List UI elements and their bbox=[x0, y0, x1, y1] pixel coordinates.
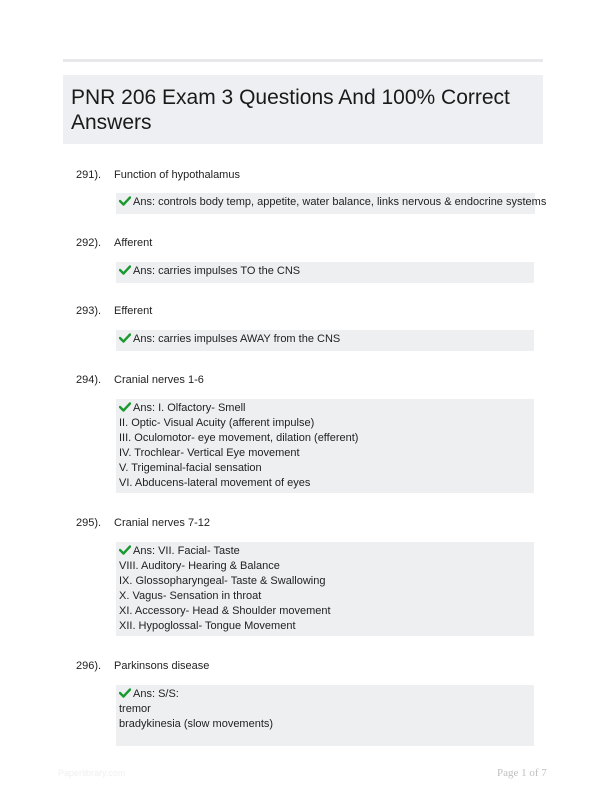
check-icon bbox=[119, 402, 131, 412]
answer-line: IX. Glossopharyngeal- Taste & Swallowing bbox=[119, 575, 326, 587]
answer-line: Ans: S/S: bbox=[119, 687, 530, 702]
answer-line: bradykinesia (slow movements) bbox=[119, 718, 274, 730]
title-box bbox=[63, 75, 543, 144]
answer-line: VI. Abducens-lateral movement of eyes bbox=[119, 477, 311, 489]
footer-watermark: Paperlibrary.com bbox=[58, 768, 126, 778]
question-text: Cranial nerves 1-6 bbox=[114, 374, 204, 386]
answer-box-292 bbox=[116, 262, 534, 283]
answer-line: X. Vagus- Sensation in throat bbox=[119, 590, 262, 602]
question-text: Parkinsons disease bbox=[114, 660, 210, 672]
check-icon bbox=[119, 333, 131, 343]
question-text: Efferent bbox=[114, 305, 153, 317]
check-icon bbox=[119, 688, 131, 698]
answer-line: XI. Accessory- Head & Shoulder movement bbox=[119, 605, 331, 617]
answer-line: Ans: VII. Facial- Taste bbox=[119, 544, 530, 559]
question-number: 295). bbox=[76, 517, 102, 529]
question-number: 294). bbox=[76, 374, 102, 386]
question-text: Afferent bbox=[114, 237, 153, 249]
page-indicator: Page 1 of 7 bbox=[497, 767, 547, 779]
page-title: PNR 206 Exam 3 Questions And 100% Correct Answers bbox=[71, 86, 510, 134]
answer-line: III. Oculomotor- eye movement, dilation (efferent) bbox=[119, 432, 359, 444]
answer-line: XII. Hypoglossal- Tongue Movement bbox=[119, 620, 296, 632]
question-number: 293). bbox=[76, 305, 102, 317]
answer-line: Ans: carries impulses TO the CNS bbox=[119, 264, 530, 279]
answer-box-295 bbox=[116, 542, 534, 636]
question-number: 291). bbox=[76, 169, 102, 181]
question-text: Cranial nerves 7-12 bbox=[114, 517, 210, 529]
top-rule bbox=[63, 59, 543, 62]
answer-line: Ans: I. Olfactory- Smell bbox=[119, 401, 530, 416]
question-number: 296). bbox=[76, 660, 102, 672]
question-number: 292). bbox=[76, 237, 102, 249]
answer-box-294 bbox=[116, 399, 534, 493]
answer-line: Ans: controls body temp, appetite, water balance, links nervous & endocrine systems bbox=[119, 195, 531, 210]
question-text: Function of hypothalamus bbox=[114, 169, 240, 181]
answer-line: VIII. Auditory- Hearing & Balance bbox=[119, 560, 280, 572]
answer-line: tremor bbox=[119, 703, 151, 715]
check-icon bbox=[119, 265, 131, 275]
answer-box-293 bbox=[116, 330, 534, 351]
check-icon bbox=[119, 196, 131, 206]
answer-box-296 bbox=[116, 685, 534, 746]
answer-line: II. Optic- Visual Acuity (afferent impulse) bbox=[119, 417, 315, 429]
answer-box-291 bbox=[116, 193, 547, 214]
check-icon bbox=[119, 545, 131, 555]
answer-line: Ans: carries impulses AWAY from the CNS bbox=[119, 332, 530, 347]
answer-line: IV. Trochlear- Vertical Eye movement bbox=[119, 447, 300, 459]
answer-line: V. Trigeminal-facial sensation bbox=[119, 462, 262, 474]
